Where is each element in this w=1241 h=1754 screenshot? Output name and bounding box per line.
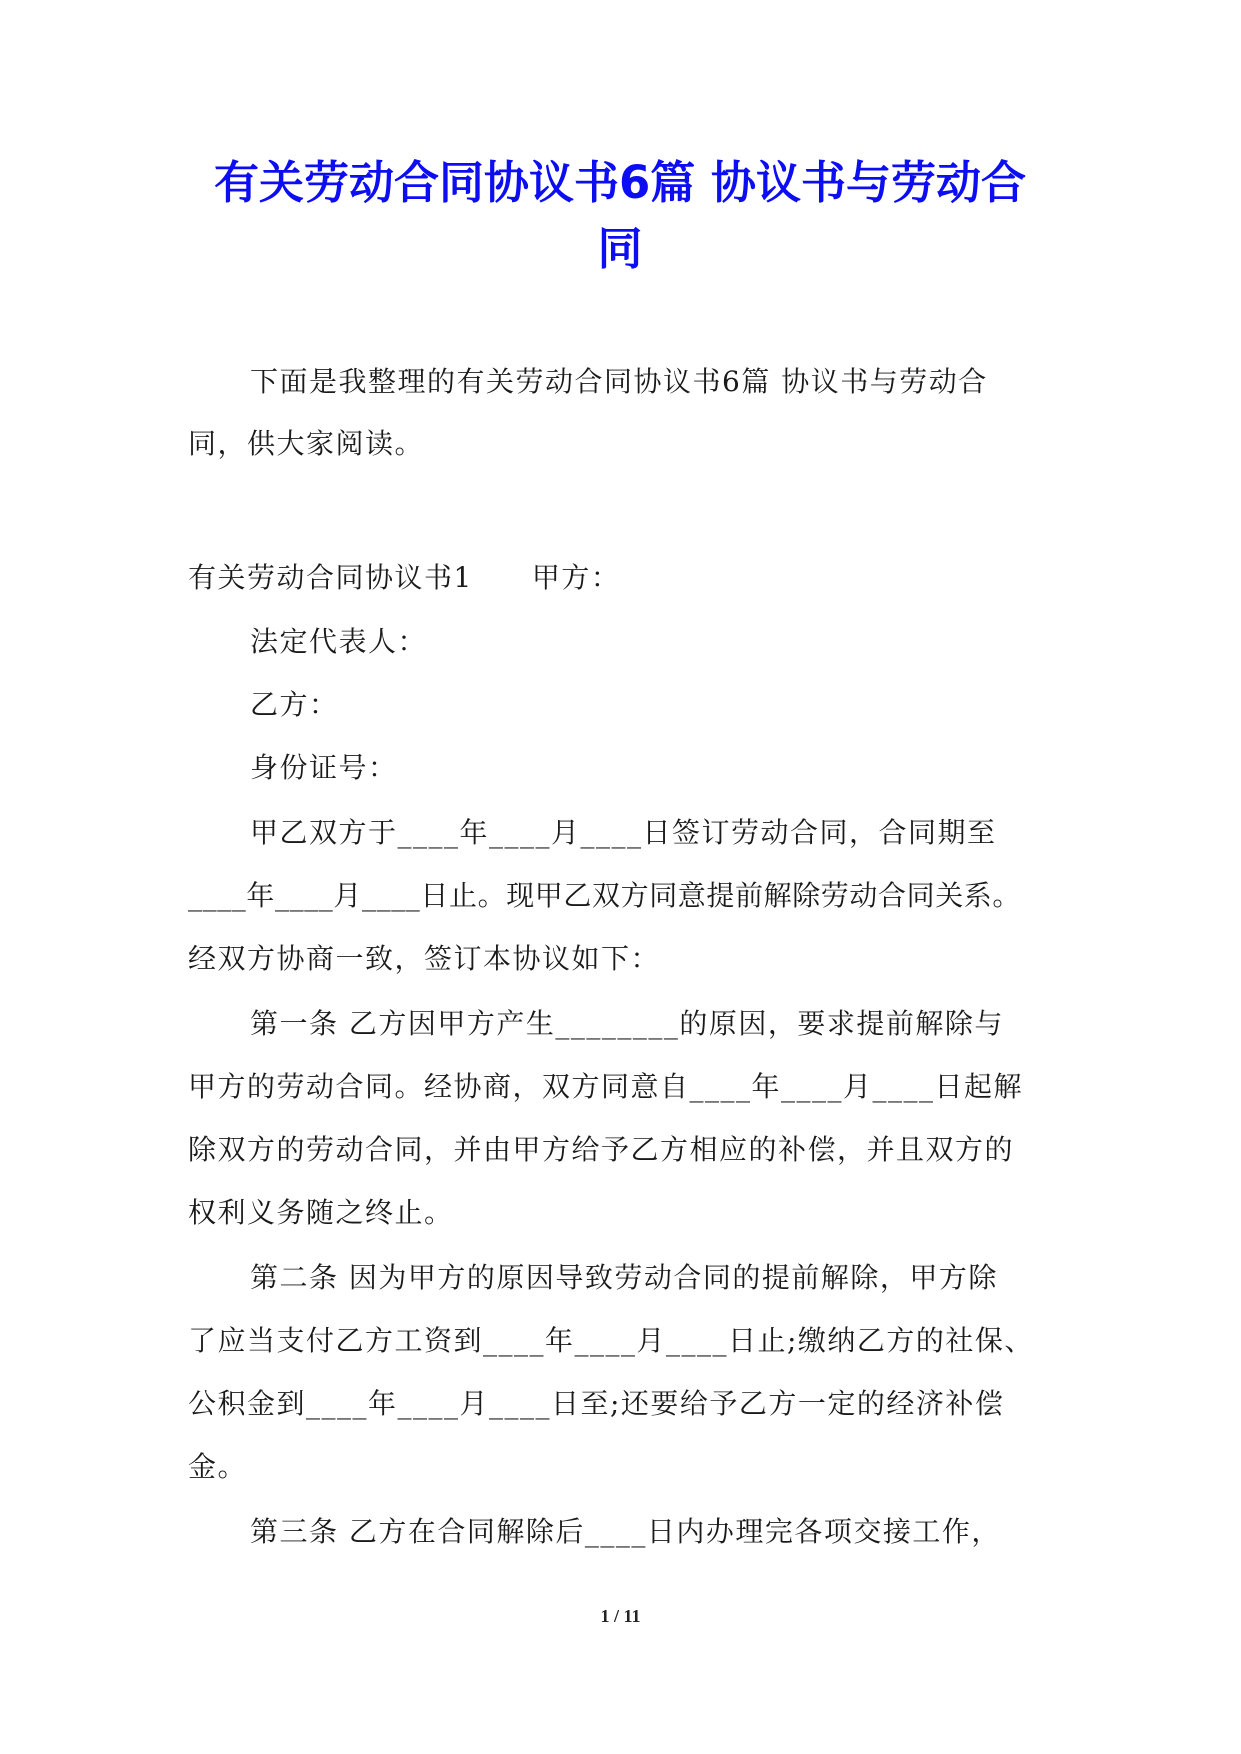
article-1-line: 甲方的劳动合同。经协商，双方同意自____年____月____日起解: [188, 1070, 1024, 1103]
article-1-line: 除双方的劳动合同，并由甲方给予乙方相应的补偿，并且双方的: [188, 1133, 1015, 1166]
article-2-line: 公积金到____年____月____日至;还要给予乙方一定的经济补偿: [188, 1387, 1005, 1420]
article-2-line: 第二条 因为甲方的原因导致劳动合同的提前解除，甲方除: [250, 1261, 998, 1294]
title-line-2: 同: [597, 222, 643, 275]
article-1-line: 权利义务随之终止。: [188, 1196, 454, 1229]
article-1-line: 第一条 乙方因甲方产生________的原因，要求提前解除与: [250, 1007, 1004, 1040]
article-3-line: 第三条 乙方在合同解除后____日内办理完各项交接工作，: [250, 1515, 1001, 1548]
paragraph-line: ____年____月____日止。现甲乙双方同意提前解除劳动合同关系。: [188, 879, 1022, 912]
section-heading: 有关劳动合同协议书1 甲方：: [188, 561, 621, 594]
paragraph-line: 甲乙双方于____年____月____日签订劳动合同，合同期至: [250, 816, 997, 849]
intro-line-2: 同，供大家阅读。: [188, 427, 425, 460]
legal-representative-line: 法定代表人：: [250, 625, 428, 658]
article-2-line: 金。: [188, 1450, 248, 1483]
document-title: [190, 150, 1050, 282]
intro-line-1: 下面是我整理的有关劳动合同协议书6篇 协议书与劳动合: [250, 365, 988, 398]
paragraph-line: 经双方协商一致，签订本协议如下：: [188, 942, 661, 975]
party-b-line: 乙方：: [250, 688, 339, 721]
page-number: 1 / 11: [600, 1606, 641, 1626]
article-2-line: 了应当支付乙方工资到____年____月____日止;缴纳乙方的社保、: [188, 1324, 1034, 1357]
id-number-line: 身份证号：: [250, 751, 398, 784]
title-line-1: 有关劳动合同协议书6篇 协议书与劳动合: [214, 156, 1026, 209]
